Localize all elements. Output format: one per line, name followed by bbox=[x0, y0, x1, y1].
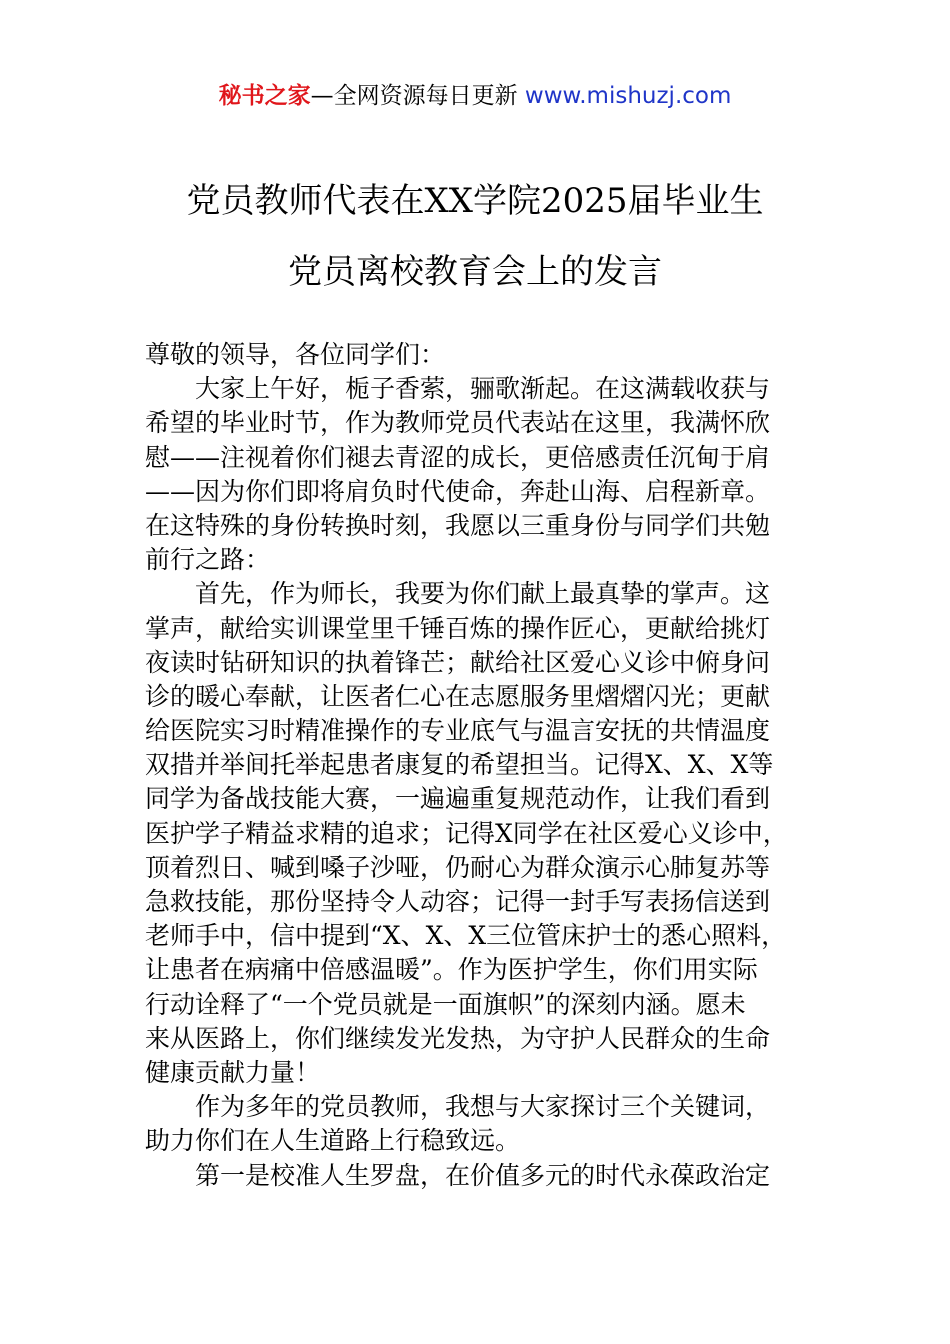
document-title-line-2: 党员离校教育会上的发言 bbox=[288, 252, 662, 292]
paragraph-line: 医护学子精益求精的追求；记得X同学在社区爱心义诊中， bbox=[145, 818, 788, 848]
site-url-link[interactable]: www.mishuzj.com bbox=[524, 83, 732, 109]
paragraph-line: 慰——注视着你们褪去青涩的成长，更倍感责任沉甸于肩 bbox=[145, 442, 771, 472]
paragraph-line: 健康贡献力量！ bbox=[145, 1057, 321, 1087]
paragraph-line: 前行之路： bbox=[145, 545, 271, 575]
paragraph-line: 诊的暖心奉献，让医者仁心在志愿服务里熠熠闪光；更献 bbox=[145, 681, 771, 711]
paragraph-line: 同学为备战技能大赛，一遍遍重复规范动作，让我们看到 bbox=[145, 784, 771, 814]
paragraph-line: 在这特殊的身份转换时刻，我愿以三重身份与同学们共勉 bbox=[145, 510, 771, 540]
paragraph-line: 让患者在病痛中倍感温暖”。作为医护学生，你们用实际 bbox=[145, 955, 758, 985]
site-tagline: —全网资源每日更新 bbox=[310, 83, 525, 109]
paragraph-line: 首先，作为师长，我要为你们献上最真挚的掌声。这 bbox=[195, 579, 771, 609]
paragraph-line: ——因为你们即将肩负时代使命，奔赴山海、启程新章。 bbox=[145, 476, 771, 506]
paragraph-line: 作为多年的党员教师，我想与大家探讨三个关键词， bbox=[195, 1092, 771, 1122]
paragraph-line: 急救技能，那份坚持令人动容；记得一封手写表扬信送到 bbox=[145, 887, 771, 916]
salutation-line: 尊敬的领导，各位同学们： bbox=[145, 340, 446, 369]
paragraph-line: 大家上午好，栀子香萦，骊歌渐起。在这满载收获与 bbox=[195, 374, 771, 404]
paragraph-line: 行动诠释了“一个党员就是一面旗帜”的深刻内涵。愿未 bbox=[145, 989, 746, 1019]
paragraph-line: 老师手中，信中提到“X、X、X三位管床护士的悉心照料， bbox=[145, 921, 787, 951]
paragraph-line: 掌声，献给实训课堂里千锤百炼的操作匠心，更献给挑灯 bbox=[145, 613, 771, 643]
paragraph-line: 来从医路上，你们继续发光发热，为守护人民群众的生命 bbox=[145, 1023, 771, 1053]
paragraph-line: 顶着烈日、喊到嗓子沙哑，仍耐心为群众演示心肺复苏等 bbox=[145, 852, 771, 882]
site-brand: 秘书之家 bbox=[218, 83, 311, 109]
paragraph-line: 助力你们在人生道路上行稳致远。 bbox=[145, 1126, 521, 1156]
paragraph-line: 夜读时钻研知识的执着锋芒；献给社区爱心义诊中俯身问 bbox=[145, 647, 771, 677]
paragraph-line: 给医院实习时精准操作的专业底气与温言安抚的共情温度 bbox=[145, 716, 771, 746]
paragraph-line: 希望的毕业时节，作为教师党员代表站在这里，我满怀欣 bbox=[145, 408, 771, 438]
speech-body bbox=[145, 338, 825, 1193]
site-header bbox=[0, 80, 950, 112]
document-title-line-1: 党员教师代表在XX学院2025届毕业生 bbox=[186, 181, 764, 221]
paragraph-line: 第一是校准人生罗盘，在价值多元的时代永葆政治定 bbox=[195, 1160, 771, 1190]
paragraph-line: 双措并举间托举起患者康复的希望担当。记得X、X、X等 bbox=[145, 750, 774, 780]
